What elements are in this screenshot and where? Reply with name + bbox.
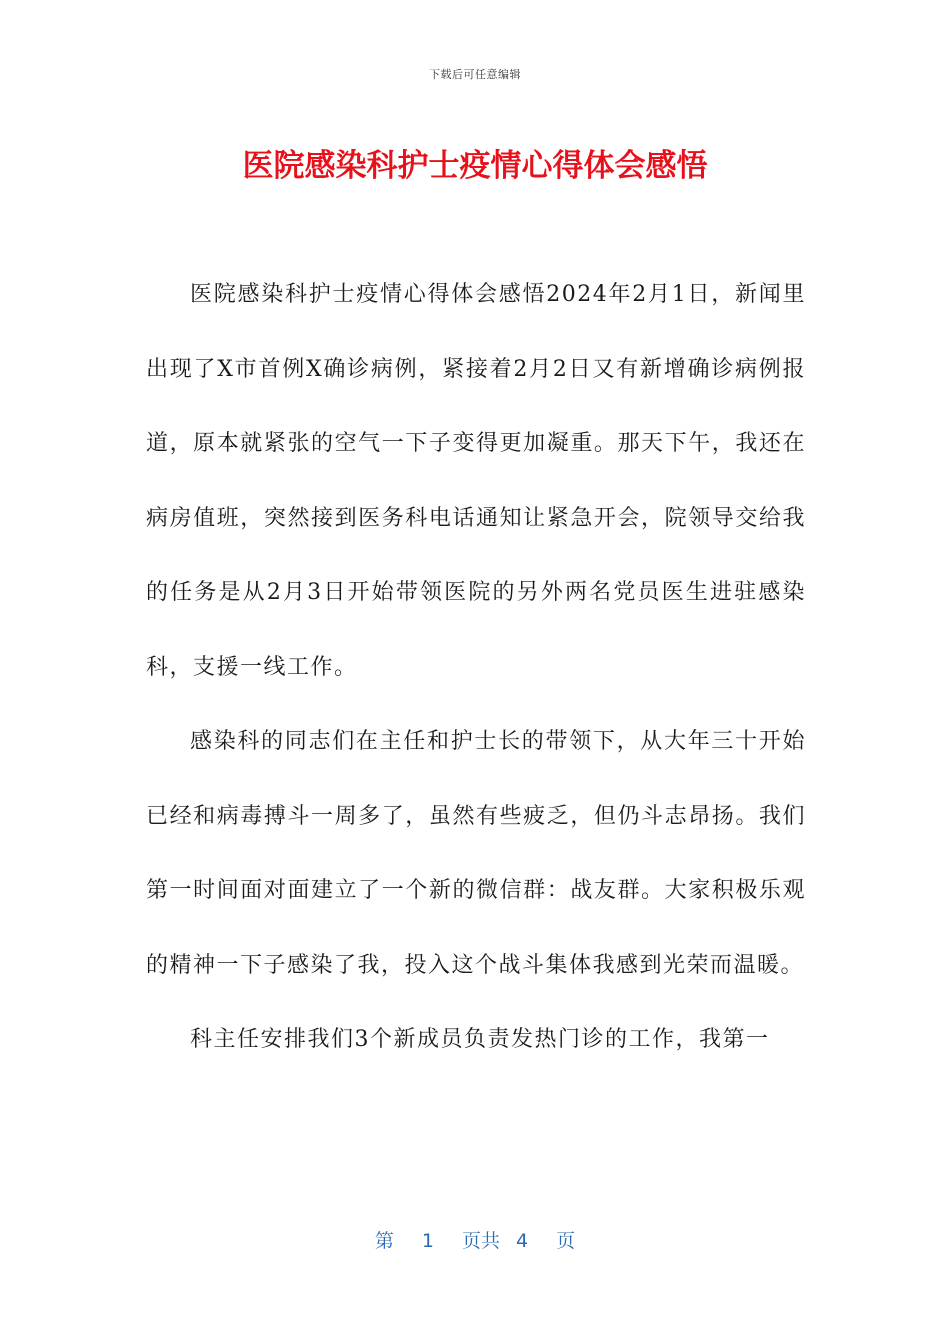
footer-page-prefix: 第 — [374, 1230, 394, 1252]
document-title: 医院感染科护士疫情心得体会感悟 — [242, 148, 708, 184]
paragraph-2: 感染科的同志们在主任和护士长的带领下，从大年三十开始已经和病毒搏斗一周多了，虽然有些疲乏，但仍斗志昂扬。我们第一时间面对面建立了一个新的微信群：战友群。大家积极乐观的精神一下子感染了我，投入这个战斗集体我感到光荣而温暖。 — [146, 729, 806, 978]
footer-page-suffix: 页 — [556, 1230, 576, 1252]
footer-page-mid: 页共 — [461, 1230, 500, 1252]
page-footer — [0, 1226, 950, 1253]
footer-page-current: 1 — [421, 1230, 434, 1252]
header-note: 下载后可任意编辑 — [429, 68, 521, 81]
footer-page-total: 4 — [516, 1230, 529, 1252]
paragraph-1: 医院感染科护士疫情心得体会感悟2024年2月1日，新闻里出现了X市首例X确诊病例，紧接着2月2日又有新增确诊病例报道，原本就紧张的空气一下子变得更加凝重。那天下午，我还在病房值班，突然接到医务科电话通知让紧急开会，院领导交给我的任务是从2月3日开始带领医院的另外两名党员医生进驻感染科，支援一线工作。 — [146, 282, 806, 680]
document-body — [146, 258, 806, 1078]
paragraph-3: 科主任安排我们3个新成员负责发热门诊的工作，我第一 — [190, 1027, 770, 1052]
